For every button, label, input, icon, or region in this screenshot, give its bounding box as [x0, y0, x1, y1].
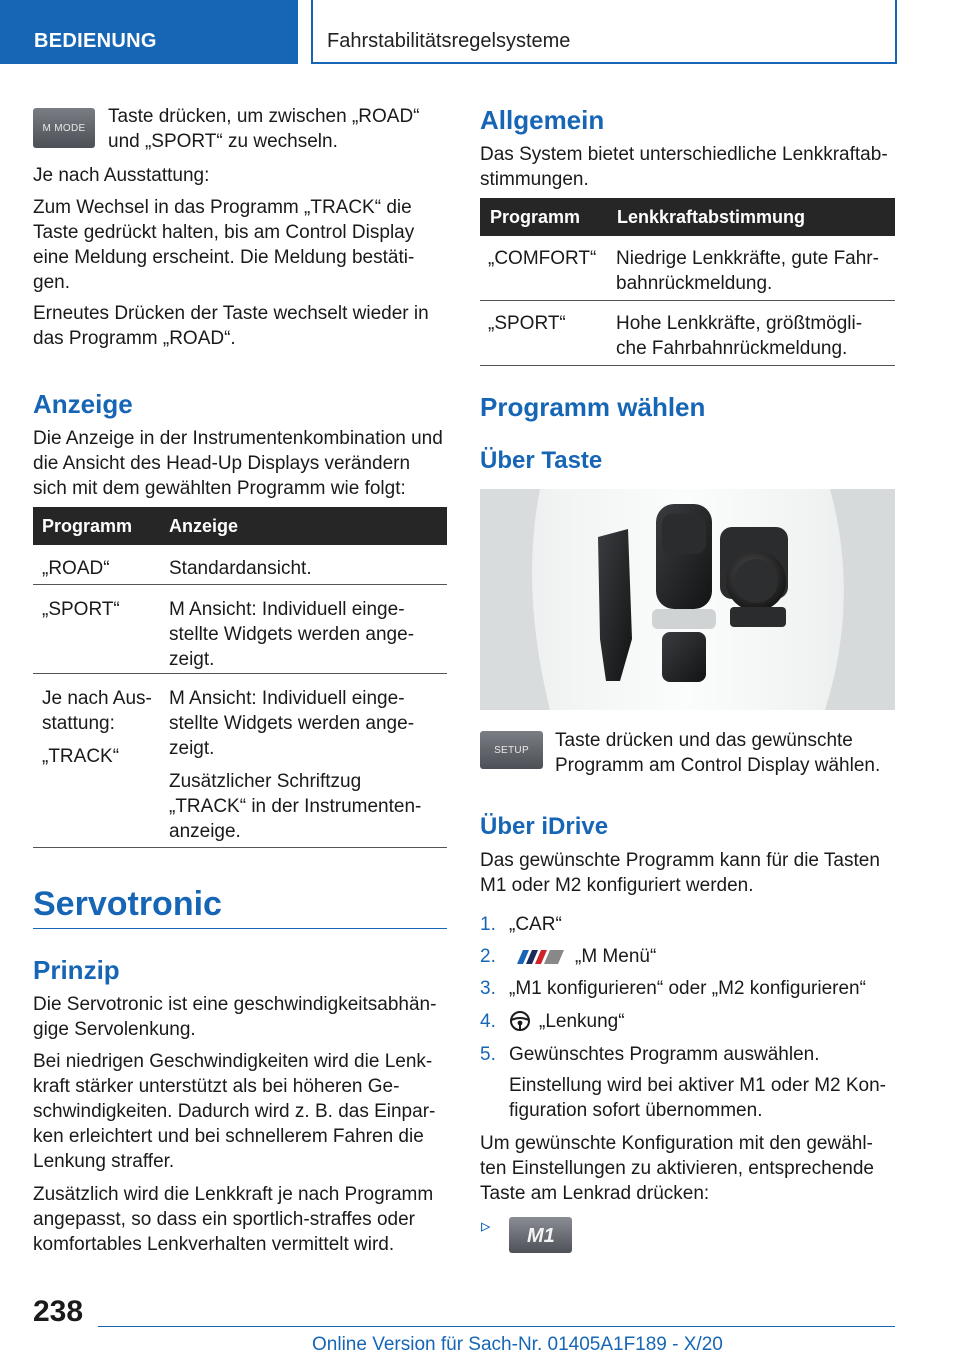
text-line: „TRACK“ in der Instrumenten- — [169, 796, 422, 817]
heading-servotronic: Servotronic — [33, 885, 222, 923]
text-line: Die Servotronic ist eine geschwindigkeitsabhän- — [33, 994, 437, 1015]
text-line: gige Servolenkung. — [33, 1019, 196, 1040]
text-line: gen. — [33, 272, 70, 293]
text-line: Niedrige Lenkkräfte, gute Fahr- — [616, 248, 879, 269]
text-line: anzeige. — [169, 821, 241, 842]
mmode-text-line: Taste drücken, um zwischen „ROAD“ — [108, 106, 420, 127]
table-header-cell: Anzeige — [169, 516, 239, 536]
text-line: Lenkung straffer. — [33, 1151, 175, 1172]
text-line: Zusätzlicher Schriftzug — [169, 771, 362, 792]
table-header-cell: Lenkkraftabstimmung — [617, 207, 806, 227]
heading-ueber-idrive: Über iDrive — [480, 813, 609, 840]
table-cell — [616, 246, 879, 296]
setup-key-icon: SETUP — [480, 731, 543, 769]
online-version-note: Online Version für Sach-Nr. 01405A1F189 - X/20 — [312, 1334, 723, 1355]
page-number: 238 — [33, 1295, 84, 1328]
paragraph — [480, 1131, 874, 1206]
text-line: zeigt. — [169, 738, 215, 759]
center-console-illustration — [480, 489, 895, 710]
step-number: 4. — [480, 1011, 496, 1032]
text-line: ken erleichtert und bei schnellerem Fahren die — [33, 1126, 424, 1147]
header-section-tab — [0, 0, 298, 64]
center-console-photo — [480, 489, 895, 710]
heading-anzeige: Anzeige — [33, 389, 133, 419]
text-line: Je nach Aus- — [42, 688, 152, 709]
paragraph: Je nach Ausstattung: — [33, 165, 210, 186]
arrow-bullet-icon: ▹ — [481, 1216, 491, 1237]
table-header-cell: Programm — [42, 516, 133, 536]
text-line: schwindigkeiten. Dadurch wird z. B. das Einpar- — [33, 1101, 436, 1122]
table-cell — [169, 597, 414, 672]
text-line: Taste gedrückt halten, bis am Control Display — [33, 222, 415, 243]
step-number: 5. — [480, 1044, 496, 1065]
text-line: stellte Widgets werden ange- — [169, 713, 415, 734]
heading-allgemein: Allgemein — [480, 105, 605, 135]
text-line: stimmungen. — [480, 169, 589, 190]
header-chapter-label: Fahrstabilitätsregelsysteme — [327, 30, 571, 52]
m-menu-stripes-icon — [509, 948, 565, 966]
text-line: eine Meldung erscheint. Die Meldung bestäti- — [33, 247, 415, 268]
text-line: che Fahrbahnrückmeldung. — [616, 338, 848, 359]
step-text: „M Menü“ — [575, 946, 657, 967]
text-line: Das gewünschte Programm kann für die Tasten — [480, 850, 880, 871]
text-line: Erneutes Drücken der Taste wechselt wieder in — [33, 303, 429, 324]
header-section-label: BEDIENUNG — [34, 30, 157, 52]
text-line: Die Anzeige in der Instrumentenkombination und — [33, 428, 443, 449]
table-divider — [33, 584, 447, 585]
step-number: 2. — [480, 946, 496, 967]
text-line: Programm am Control Display wählen. — [555, 755, 881, 776]
paragraph — [480, 142, 888, 192]
text-line: bahnrückmeldung. — [616, 273, 773, 294]
text-line: stattung: — [42, 713, 115, 734]
paragraph — [33, 301, 429, 351]
table-cell: „SPORT“ — [488, 313, 566, 334]
table-cell: Standardansicht. — [169, 558, 312, 579]
text-line: ten Einstellungen zu aktivieren, entsprechende — [480, 1158, 874, 1179]
heading-prinzip: Prinzip — [33, 955, 120, 985]
text-line: komfortables Lenkverhalten vermittelt wird. — [33, 1234, 395, 1255]
text-line: „TRACK“ — [42, 746, 120, 767]
paragraph — [33, 1049, 435, 1174]
mmode-text — [108, 104, 420, 154]
text-line: Bei niedrigen Geschwindigkeiten wird die Lenk- — [33, 1051, 433, 1072]
text-line: Hohe Lenkkräfte, größtmögli- — [616, 313, 863, 334]
text-line: Einstellung wird bei aktiver M1 oder M2 Kon- — [509, 1075, 887, 1096]
table-divider — [480, 365, 895, 366]
m-mode-key-icon: M MODE — [33, 108, 95, 148]
text-line: M Ansicht: Individuell einge- — [169, 599, 405, 620]
table-cell: „ROAD“ — [42, 558, 110, 579]
text-line: Taste am Lenkrad drücken: — [480, 1183, 710, 1204]
text-line: stellte Widgets werden ange- — [169, 624, 415, 645]
table-header — [480, 198, 895, 236]
text-line: Das System bietet unterschiedliche Lenkkraftab- — [480, 144, 888, 165]
paragraph — [33, 195, 414, 295]
text-line: kraft stärker unterstützt als bei höheren Ge- — [33, 1076, 400, 1097]
mmode-text-line: und „SPORT“ zu wechseln. — [108, 131, 338, 152]
text-line: sich mit dem gewählten Programm wie folgt: — [33, 478, 406, 499]
table-cell — [169, 686, 421, 844]
step-number: 1. — [480, 914, 496, 935]
table-cell — [616, 311, 862, 361]
table-header — [33, 507, 447, 545]
step-number: 3. — [480, 978, 496, 999]
setup-text — [555, 728, 880, 778]
text-line: Taste drücken und das gewünschte — [555, 730, 853, 751]
heading-programm-waehlen: Programm wählen — [480, 392, 706, 422]
table-cell: „COMFORT“ — [488, 248, 597, 269]
steering-wheel-icon — [509, 1010, 531, 1032]
text-line: Zusätzlich wird die Lenkkraft je nach Programm — [33, 1184, 434, 1205]
table-divider — [33, 673, 447, 674]
table-cell: „SPORT“ — [42, 599, 120, 620]
m1-key-icon — [509, 1217, 572, 1253]
paragraph — [33, 426, 443, 501]
text-line: angepasst, so dass ein sportlich-straffes oder — [33, 1209, 415, 1230]
text-line: M1 oder M2 konfiguriert werden. — [480, 875, 754, 896]
heading-ueber-taste: Über Taste — [480, 447, 603, 474]
table-header-cell: Programm — [490, 207, 581, 227]
step-detail — [509, 1073, 886, 1123]
heading-underline — [33, 928, 447, 929]
table-cell — [42, 686, 152, 769]
step-text: Gewünschtes Programm auswählen. — [509, 1044, 820, 1065]
step-text: „M1 konfigurieren“ oder „M2 konfigurieren“ — [509, 978, 866, 999]
text-line: die Ansicht des Head-Up Displays verändern — [33, 453, 411, 474]
text-line: M Ansicht: Individuell einge- — [169, 688, 405, 709]
text-line: das Programm „ROAD“. — [33, 328, 236, 349]
m1-key-label: M1 — [527, 1225, 555, 1247]
table-divider — [480, 300, 895, 301]
paragraph — [33, 992, 436, 1042]
step-text: „Lenkung“ — [539, 1011, 625, 1032]
table-divider — [33, 847, 447, 848]
paragraph — [33, 1182, 433, 1257]
text-line: zeigt. — [169, 649, 215, 670]
footer-divider — [98, 1326, 895, 1327]
text-line: Um gewünschte Konfiguration mit den gewähl- — [480, 1133, 873, 1154]
header-chapter-box — [311, 0, 897, 64]
step-text: „CAR“ — [509, 914, 562, 935]
paragraph — [480, 848, 880, 898]
text-line: figuration sofort übernommen. — [509, 1100, 763, 1121]
text-line: Zum Wechsel in das Programm „TRACK“ die — [33, 197, 412, 218]
